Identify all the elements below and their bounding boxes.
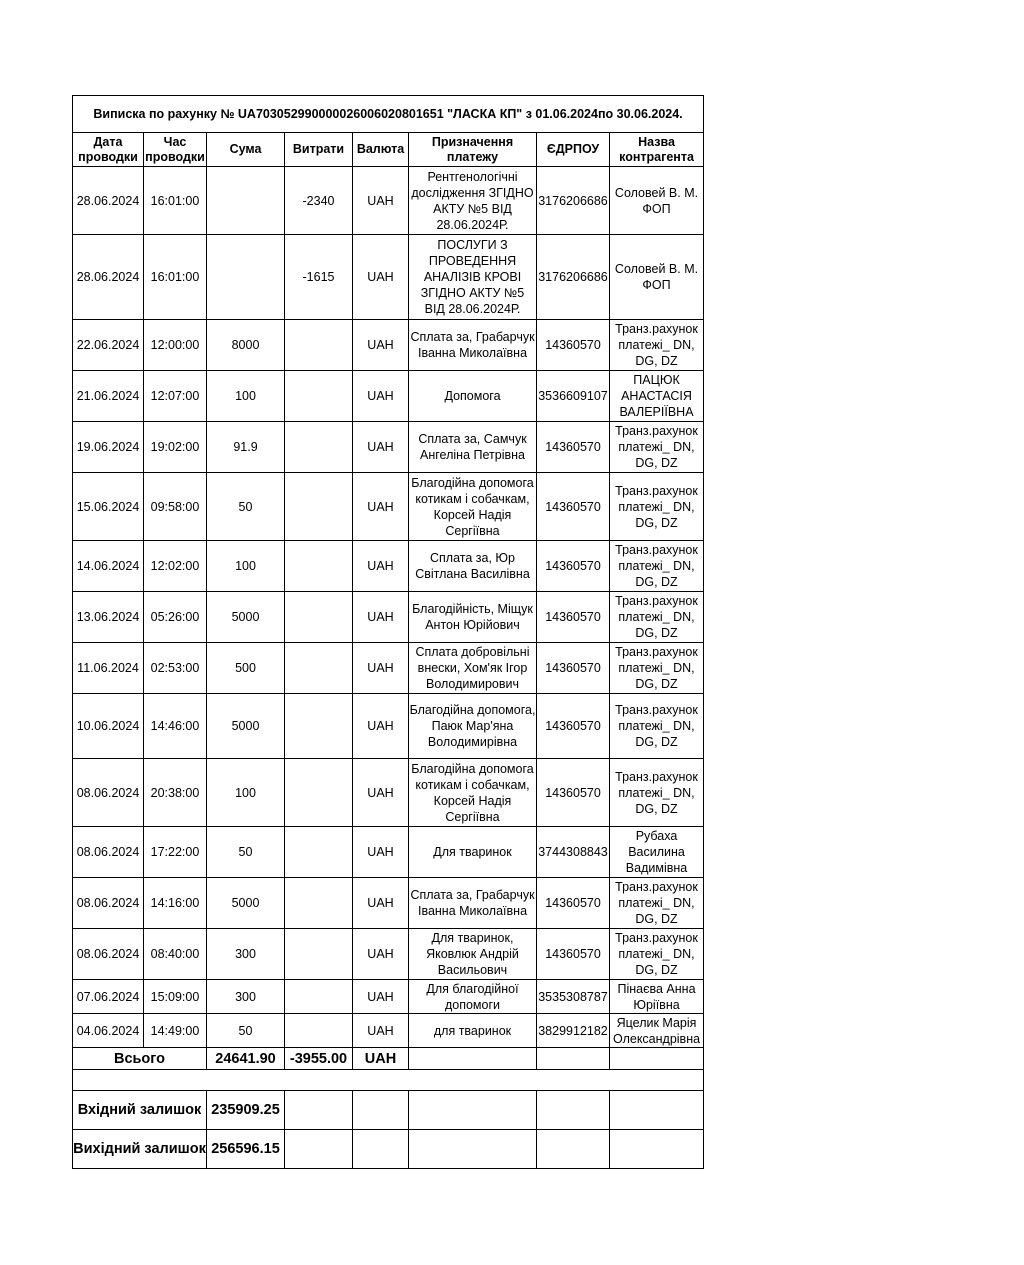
- spacer-row: [73, 1070, 704, 1091]
- cell-purpose: Сплата за, Юр Світлана Василівна: [409, 541, 537, 592]
- cell-counterparty: Пінаєва Анна Юріївна: [610, 980, 704, 1014]
- table-row: [73, 592, 704, 643]
- closing-balance-row: [73, 1130, 704, 1169]
- total-label: Всього: [73, 1048, 207, 1070]
- cell-date: 08.06.2024: [73, 759, 144, 827]
- cell-date: 28.06.2024: [73, 235, 144, 320]
- cell-time: 02:53:00: [144, 643, 207, 694]
- account-statement-table: [72, 95, 704, 1169]
- empty-cell: [353, 1091, 409, 1130]
- cell-amount: 50: [207, 473, 285, 541]
- cell-date: 22.06.2024: [73, 320, 144, 371]
- cell-edrpou: 3744308843: [537, 827, 610, 878]
- empty-cell: [409, 1048, 537, 1070]
- cell-expense: [285, 827, 353, 878]
- cell-amount: 300: [207, 980, 285, 1014]
- cell-edrpou: 3829912182: [537, 1014, 610, 1048]
- header-counterparty: Назва контрагента: [610, 133, 704, 167]
- cell-expense: [285, 541, 353, 592]
- cell-purpose: Для благодійної допомоги: [409, 980, 537, 1014]
- cell-amount: 100: [207, 371, 285, 422]
- cell-expense: -1615: [285, 235, 353, 320]
- empty-cell: [537, 1048, 610, 1070]
- cell-expense: [285, 694, 353, 759]
- cell-purpose: Рентгенологічні дослідження ЗГІДНО АКТУ №5 ВІД 28.06.2024Р.: [409, 167, 537, 235]
- cell-edrpou: 14360570: [537, 592, 610, 643]
- total-currency: UAH: [353, 1048, 409, 1070]
- header-date: Дата проводки: [73, 133, 144, 167]
- cell-purpose: Благодійна допомога котикам і собачкам, Корсей Надія Сергіївна: [409, 759, 537, 827]
- statement-title: Виписка по рахунку № UA703052990000026006020801651 "ЛАСКА КП" з 01.06.2024по 30.06.2024.: [73, 96, 704, 133]
- header-row: [73, 133, 704, 167]
- cell-currency: UAH: [353, 235, 409, 320]
- cell-edrpou: 3176206686: [537, 167, 610, 235]
- cell-amount: 500: [207, 643, 285, 694]
- cell-date: 08.06.2024: [73, 929, 144, 980]
- cell-edrpou: 14360570: [537, 929, 610, 980]
- cell-purpose: Благодійна допомога, Паюк Мар'яна Володимирівна: [409, 694, 537, 759]
- cell-edrpou: 14360570: [537, 320, 610, 371]
- cell-currency: UAH: [353, 827, 409, 878]
- cell-counterparty: Соловей В. М. ФОП: [610, 235, 704, 320]
- table-row: [73, 878, 704, 929]
- table-row: [73, 980, 704, 1014]
- cell-edrpou: 3176206686: [537, 235, 610, 320]
- header-time: Час проводки: [144, 133, 207, 167]
- cell-date: 08.06.2024: [73, 878, 144, 929]
- header-expense: Витрати: [285, 133, 353, 167]
- cell-amount: 50: [207, 827, 285, 878]
- table-row: [73, 320, 704, 371]
- cell-edrpou: 14360570: [537, 541, 610, 592]
- total-row: [73, 1048, 704, 1070]
- opening-balance-value: 235909.25: [207, 1091, 285, 1130]
- cell-date: 28.06.2024: [73, 167, 144, 235]
- empty-cell: [610, 1048, 704, 1070]
- cell-time: 12:02:00: [144, 541, 207, 592]
- cell-time: 17:22:00: [144, 827, 207, 878]
- cell-currency: UAH: [353, 759, 409, 827]
- cell-currency: UAH: [353, 878, 409, 929]
- cell-edrpou: 14360570: [537, 878, 610, 929]
- transaction-rows: [73, 167, 704, 1048]
- cell-expense: [285, 1014, 353, 1048]
- cell-time: 16:01:00: [144, 235, 207, 320]
- cell-date: 08.06.2024: [73, 827, 144, 878]
- cell-date: 19.06.2024: [73, 422, 144, 473]
- cell-edrpou: 3535308787: [537, 980, 610, 1014]
- cell-counterparty: Рубаха Василина Вадимівна: [610, 827, 704, 878]
- cell-currency: UAH: [353, 541, 409, 592]
- total-amount: 24641.90: [207, 1048, 285, 1070]
- cell-edrpou: 14360570: [537, 422, 610, 473]
- cell-time: 12:07:00: [144, 371, 207, 422]
- cell-expense: [285, 980, 353, 1014]
- table-row: [73, 541, 704, 592]
- empty-cell: [73, 1070, 704, 1091]
- cell-expense: [285, 929, 353, 980]
- empty-cell: [409, 1130, 537, 1169]
- cell-amount: 8000: [207, 320, 285, 371]
- cell-counterparty: Транз.рахунок платежі_ DN, DG, DZ: [610, 320, 704, 371]
- empty-cell: [610, 1130, 704, 1169]
- cell-purpose: Благодійність, Міщук Антон Юрійович: [409, 592, 537, 643]
- cell-counterparty: Транз.рахунок платежі_ DN, DG, DZ: [610, 592, 704, 643]
- cell-counterparty: ПАЦЮК АНАСТАСІЯ ВАЛЕРІЇВНА: [610, 371, 704, 422]
- empty-cell: [409, 1091, 537, 1130]
- cell-date: 14.06.2024: [73, 541, 144, 592]
- opening-balance-row: [73, 1091, 704, 1130]
- cell-currency: UAH: [353, 592, 409, 643]
- cell-counterparty: Транз.рахунок платежі_ DN, DG, DZ: [610, 541, 704, 592]
- header-purpose: Призначення платежу: [409, 133, 537, 167]
- cell-time: 16:01:00: [144, 167, 207, 235]
- cell-counterparty: Транз.рахунок платежі_ DN, DG, DZ: [610, 422, 704, 473]
- table-row: [73, 371, 704, 422]
- cell-purpose: Благодійна допомога котикам і собачкам, Корсей Надія Сергіївна: [409, 473, 537, 541]
- cell-expense: [285, 320, 353, 371]
- closing-balance-label: Вихідний залишок: [73, 1130, 207, 1169]
- cell-time: 12:00:00: [144, 320, 207, 371]
- table-row: [73, 827, 704, 878]
- cell-counterparty: Транз.рахунок платежі_ DN, DG, DZ: [610, 759, 704, 827]
- cell-purpose: Для тваринок: [409, 827, 537, 878]
- cell-purpose: Допомога: [409, 371, 537, 422]
- cell-amount: [207, 235, 285, 320]
- cell-date: 21.06.2024: [73, 371, 144, 422]
- cell-time: 19:02:00: [144, 422, 207, 473]
- cell-edrpou: 14360570: [537, 643, 610, 694]
- empty-cell: [537, 1091, 610, 1130]
- cell-purpose: Для тваринок, Яковлюк Андрій Васильович: [409, 929, 537, 980]
- cell-amount: [207, 167, 285, 235]
- cell-edrpou: 14360570: [537, 473, 610, 541]
- cell-date: 15.06.2024: [73, 473, 144, 541]
- table-row: [73, 759, 704, 827]
- table-row: [73, 422, 704, 473]
- cell-time: 14:49:00: [144, 1014, 207, 1048]
- cell-counterparty: Транз.рахунок платежі_ DN, DG, DZ: [610, 694, 704, 759]
- cell-currency: UAH: [353, 320, 409, 371]
- cell-date: 13.06.2024: [73, 592, 144, 643]
- cell-purpose: Сплата добровільні внески, Хом'як Ігор Володимирович: [409, 643, 537, 694]
- cell-time: 08:40:00: [144, 929, 207, 980]
- cell-currency: UAH: [353, 1014, 409, 1048]
- cell-counterparty: Соловей В. М. ФОП: [610, 167, 704, 235]
- cell-currency: UAH: [353, 422, 409, 473]
- cell-expense: [285, 878, 353, 929]
- cell-purpose: ПОСЛУГИ З ПРОВЕДЕННЯ АНАЛІЗІВ КРОВІ ЗГІДНО АКТУ №5 ВІД 28.06.2024Р.: [409, 235, 537, 320]
- cell-currency: UAH: [353, 929, 409, 980]
- table-row: [73, 473, 704, 541]
- cell-time: 15:09:00: [144, 980, 207, 1014]
- cell-time: 14:16:00: [144, 878, 207, 929]
- cell-time: 14:46:00: [144, 694, 207, 759]
- cell-amount: 5000: [207, 592, 285, 643]
- header-amount: Сума: [207, 133, 285, 167]
- cell-purpose: Сплата за, Грабарчук Іванна Миколаївна: [409, 320, 537, 371]
- empty-cell: [537, 1130, 610, 1169]
- cell-edrpou: 3536609107: [537, 371, 610, 422]
- cell-counterparty: Транз.рахунок платежі_ DN, DG, DZ: [610, 929, 704, 980]
- cell-currency: UAH: [353, 167, 409, 235]
- cell-counterparty: Яцелик Марія Олександрівна: [610, 1014, 704, 1048]
- table-row: [73, 929, 704, 980]
- table-row: [73, 694, 704, 759]
- cell-date: 04.06.2024: [73, 1014, 144, 1048]
- table-row: [73, 643, 704, 694]
- empty-cell: [610, 1091, 704, 1130]
- cell-purpose: Сплата за, Самчук Ангеліна Петрівна: [409, 422, 537, 473]
- header-edrpou: ЄДРПОУ: [537, 133, 610, 167]
- cell-date: 10.06.2024: [73, 694, 144, 759]
- cell-amount: 300: [207, 929, 285, 980]
- header-currency: Валюта: [353, 133, 409, 167]
- cell-currency: UAH: [353, 694, 409, 759]
- cell-date: 07.06.2024: [73, 980, 144, 1014]
- cell-date: 11.06.2024: [73, 643, 144, 694]
- cell-expense: [285, 592, 353, 643]
- cell-expense: [285, 643, 353, 694]
- cell-counterparty: Транз.рахунок платежі_ DN, DG, DZ: [610, 643, 704, 694]
- empty-cell: [285, 1091, 353, 1130]
- cell-amount: 91.9: [207, 422, 285, 473]
- total-expense: -3955.00: [285, 1048, 353, 1070]
- cell-amount: 5000: [207, 694, 285, 759]
- cell-currency: UAH: [353, 643, 409, 694]
- cell-expense: [285, 371, 353, 422]
- cell-amount: 5000: [207, 878, 285, 929]
- cell-time: 09:58:00: [144, 473, 207, 541]
- cell-edrpou: 14360570: [537, 694, 610, 759]
- cell-amount: 100: [207, 759, 285, 827]
- cell-edrpou: 14360570: [537, 759, 610, 827]
- cell-purpose: Сплата за, Грабарчук Іванна Миколаївна: [409, 878, 537, 929]
- cell-expense: [285, 473, 353, 541]
- cell-expense: [285, 759, 353, 827]
- cell-currency: UAH: [353, 473, 409, 541]
- cell-amount: 50: [207, 1014, 285, 1048]
- table-row: [73, 235, 704, 320]
- cell-currency: UAH: [353, 371, 409, 422]
- cell-counterparty: Транз.рахунок платежі_ DN, DG, DZ: [610, 473, 704, 541]
- opening-balance-label: Вхідний залишок: [73, 1091, 207, 1130]
- empty-cell: [353, 1130, 409, 1169]
- cell-time: 05:26:00: [144, 592, 207, 643]
- cell-purpose: для тваринок: [409, 1014, 537, 1048]
- cell-expense: [285, 422, 353, 473]
- table-row: [73, 167, 704, 235]
- cell-expense: -2340: [285, 167, 353, 235]
- cell-time: 20:38:00: [144, 759, 207, 827]
- empty-cell: [285, 1130, 353, 1169]
- cell-currency: UAH: [353, 980, 409, 1014]
- table-row: [73, 1014, 704, 1048]
- cell-amount: 100: [207, 541, 285, 592]
- closing-balance-value: 256596.15: [207, 1130, 285, 1169]
- cell-counterparty: Транз.рахунок платежі_ DN, DG, DZ: [610, 878, 704, 929]
